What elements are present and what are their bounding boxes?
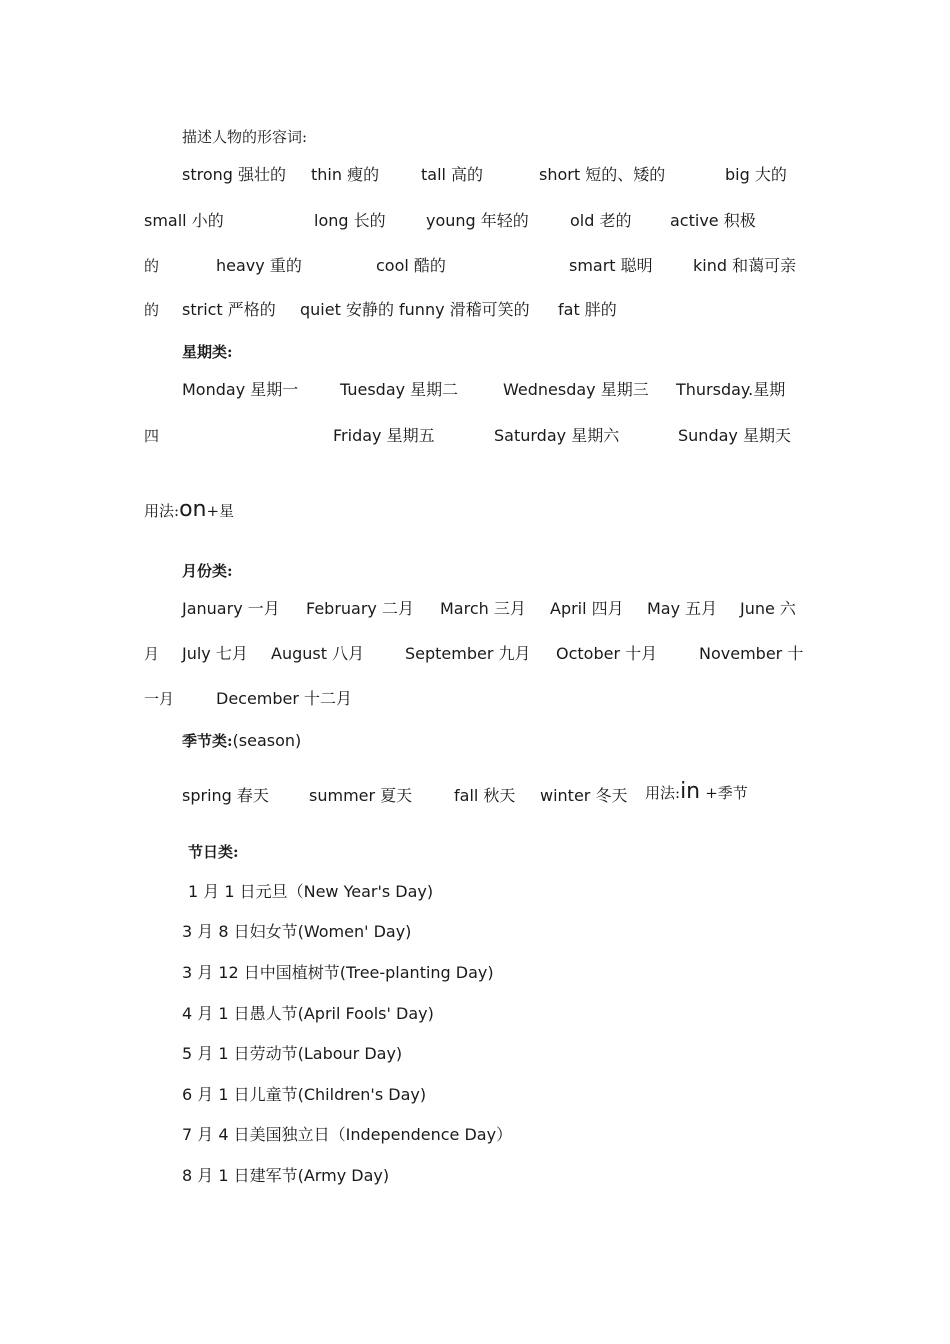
weekday-saturday: Saturday 星期六	[494, 426, 620, 445]
weekday-usage-rest: +星	[206, 502, 235, 520]
months-heading: 月份类:	[182, 562, 233, 580]
season-winter: winter 冬天	[540, 786, 628, 805]
adjectives-heading: 描述人物的形容词:	[182, 128, 308, 146]
adjective-young: young 年轻的	[426, 211, 529, 230]
weekday-usage	[144, 497, 235, 522]
month-wrap-2: 一月	[144, 690, 175, 708]
weekday-friday: Friday 星期五	[333, 426, 435, 445]
adjective-wrap-1: 的	[144, 257, 160, 275]
holiday-item: 8 月 1 日建军节(Army Day)	[182, 1166, 390, 1185]
adjective-long: long 长的	[314, 211, 386, 230]
holiday-item: 3 月 12 日中国植树节(Tree-planting Day)	[182, 963, 494, 982]
month-september: September 九月	[405, 644, 531, 663]
month-june: June 六	[740, 599, 796, 618]
adjective-strict: strict 严格的	[182, 300, 276, 319]
season-spring: spring 春天	[182, 786, 269, 805]
month-august: August 八月	[271, 644, 365, 663]
adjective-cool: cool 酷的	[376, 256, 446, 275]
seasons-heading-zh: 季节类:	[182, 732, 233, 750]
month-wrap-1: 月	[144, 645, 160, 663]
adjective-big: big 大的	[725, 165, 787, 184]
holiday-item: 4 月 1 日愚人节(April Fools' Day)	[182, 1004, 434, 1023]
weekday-usage-label: 用法:	[144, 502, 180, 520]
season-summer: summer 夏天	[309, 786, 413, 805]
season-usage-rest: +季节	[705, 784, 748, 802]
adjective-fat: fat 胖的	[558, 300, 617, 319]
season-fall: fall 秋天	[454, 786, 516, 805]
adjective-kind: kind 和蔼可亲	[693, 256, 797, 275]
weekday-sunday: Sunday 星期天	[678, 426, 791, 445]
adjective-thin: thin 瘦的	[311, 165, 380, 184]
month-april: April 四月	[550, 599, 624, 618]
holidays-heading: 节日类:	[188, 843, 239, 861]
seasons-heading-en: (season)	[232, 731, 302, 750]
adjective-active: active 积极	[670, 211, 756, 230]
month-january: January 一月	[182, 599, 280, 618]
holiday-item: 6 月 1 日儿童节(Children's Day)	[182, 1085, 427, 1104]
season-usage	[645, 779, 748, 804]
season-usage-word: in	[680, 779, 701, 804]
adjective-heavy: heavy 重的	[216, 256, 302, 275]
adjective-wrap-2: 的	[144, 301, 160, 319]
weekday-wednesday: Wednesday 星期三	[503, 380, 649, 399]
adjective-old: old 老的	[570, 211, 632, 230]
adjective-small: small 小的	[144, 211, 224, 230]
weekday-monday: Monday 星期一	[182, 380, 299, 399]
month-november: November 十	[699, 644, 804, 663]
holiday-item: 7 月 4 日美国独立日（Independence Day）	[182, 1125, 513, 1144]
adjective-quiet-funny: quiet 安静的 funny 滑稽可笑的	[300, 300, 530, 319]
month-march: March 三月	[440, 599, 526, 618]
holiday-item: 1 月 1 日元旦（New Year's Day)	[188, 882, 434, 901]
weekday-wrap: 四	[144, 427, 160, 445]
weekday-thursday: Thursday.星期	[676, 380, 786, 399]
month-december: December 十二月	[216, 689, 353, 708]
adjective-strong: strong 强壮的	[182, 165, 287, 184]
holiday-item: 5 月 1 日劳动节(Labour Day)	[182, 1044, 403, 1063]
weekdays-heading: 星期类:	[182, 343, 233, 361]
month-july: July 七月	[182, 644, 248, 663]
adjective-tall: tall 高的	[421, 165, 484, 184]
season-usage-label: 用法:	[645, 784, 681, 802]
month-february: February 二月	[306, 599, 414, 618]
weekday-tuesday: Tuesday 星期二	[340, 380, 459, 399]
month-october: October 十月	[556, 644, 658, 663]
adjective-short: short 短的、矮的	[539, 165, 666, 184]
holiday-item: 3 月 8 日妇女节(Women' Day)	[182, 922, 412, 941]
seasons-heading	[182, 731, 301, 751]
adjective-smart: smart 聪明	[569, 256, 653, 275]
weekday-usage-word: on	[179, 497, 207, 522]
month-may: May 五月	[647, 599, 718, 618]
